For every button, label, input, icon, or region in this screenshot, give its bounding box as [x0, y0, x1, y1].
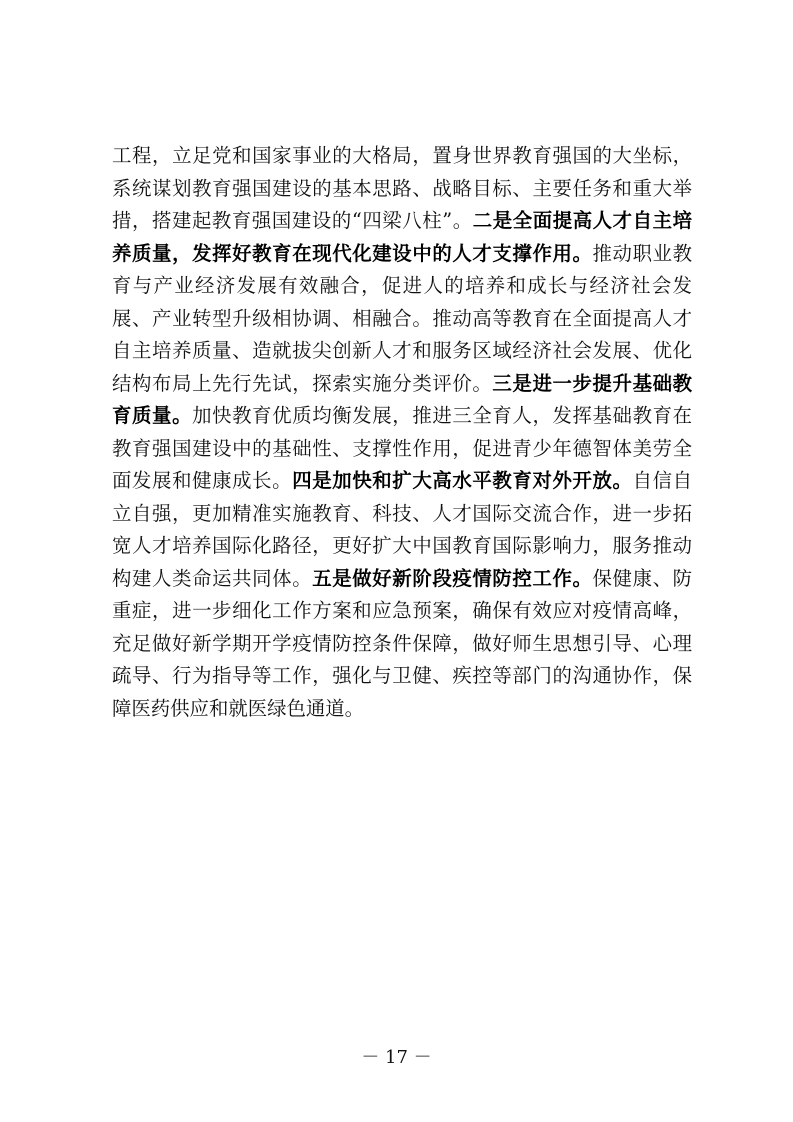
text-segment: 推动职业教育与产业经济发展有效融合，促进人的培养和成长与经济社会发展、产业转型升级相协调、相融合。推动高等教育在全面提高人才自主培养质量、造就拔尖创新人才和服务区域经济社会发展、优化结构布局上先行先试，探索实施分类评价。 [112, 241, 693, 395]
bold-heading-segment: 四是加快和扩大高水平教育对外开放。 [292, 469, 633, 492]
bold-heading-segment: 五是做好新阶段疫情防控工作。 [312, 566, 593, 590]
text-segment: 工程，立足党和国家事业的大格局，置身世界教育强国的大坐标，系统谋划教育强国建设的基本思路、战略目标、主要任务和重大举措，搭建起教育强国建设的“四梁八柱”。 [112, 144, 692, 232]
page-number: － 17 － [361, 1047, 432, 1068]
body-paragraph [112, 140, 692, 725]
text-segment: 自信自立自强，更加精准实施教育、科技、人才国际交流合作，进一步拓宽人才培养国际化路径，更好扩大中国教育国际影响力，服务推动构建人类命运共同体。 [112, 469, 693, 590]
text-segment: 保健康、防重症，进一步细化工作方案和应急预案，确保有效应对疫情高峰，充足做好新学期开学疫情防控条件保障，做好师生思想引导、心理疏导、行为指导等工作，强化与卫健、疾控等部门的沟通协作，保障医药供应和就医绿色通道。 [112, 566, 693, 720]
text-segment: 加快教育优质均衡发展，推进三全育人，发挥基础教育在教育强国建设中的基础性、支撑性作用，促进青少年德智体美劳全面发展和健康成长。 [112, 404, 693, 492]
bold-heading-segment: 三是进一步提升基础教育质量。 [112, 371, 693, 427]
bold-heading-segment: 二是全面提高人才自主培养质量，发挥好教育在现代化建设中的人才支撑作用。 [112, 209, 693, 265]
